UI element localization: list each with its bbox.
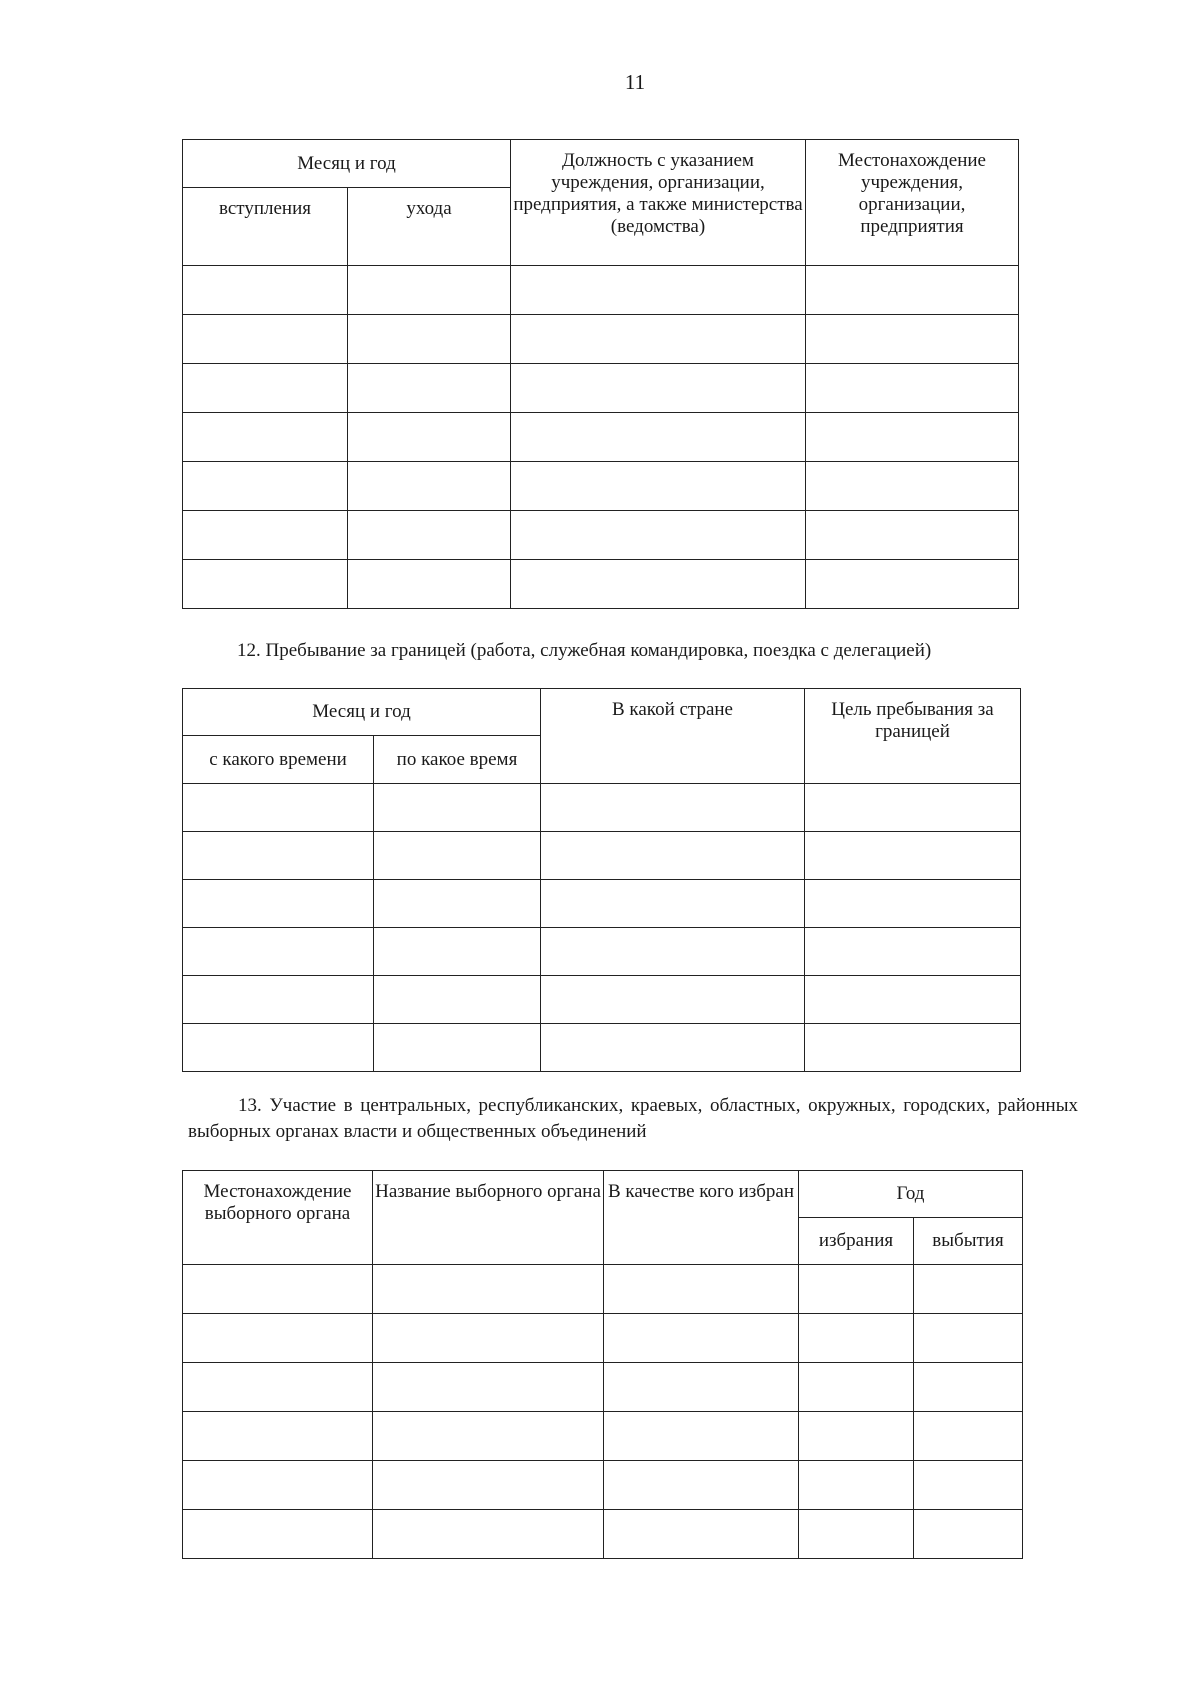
empty-cell[interactable] [511,266,806,315]
table-row [183,413,1019,462]
empty-cell[interactable] [348,315,511,364]
empty-cell[interactable] [541,880,805,928]
table-row [183,976,1021,1024]
empty-cell[interactable] [183,1314,373,1363]
body-location-header: Местонахождение выборного органа [183,1171,373,1265]
empty-cell[interactable] [374,880,541,928]
empty-cell[interactable] [799,1265,914,1314]
empty-cell[interactable] [183,880,374,928]
table-row [183,1412,1023,1461]
month-year-header: Месяц и год [183,140,511,188]
empty-cell[interactable] [373,1265,604,1314]
table-row [183,832,1021,880]
empty-cell[interactable] [374,1024,541,1072]
empty-cell[interactable] [541,832,805,880]
empty-cell[interactable] [373,1461,604,1510]
empty-cell[interactable] [183,1461,373,1510]
empty-cell[interactable] [183,1510,373,1559]
to-header: по какое время [374,736,541,784]
empty-cell[interactable] [604,1363,799,1412]
elected-bodies-table [182,1170,1023,1559]
table-row [183,1363,1023,1412]
empty-cell[interactable] [183,784,374,832]
empty-cell[interactable] [183,1412,373,1461]
table-row [183,1024,1021,1072]
from-header: с какого времени [183,736,374,784]
empty-cell[interactable] [805,784,1021,832]
empty-cell[interactable] [604,1265,799,1314]
empty-cell[interactable] [511,364,806,413]
empty-cell[interactable] [511,511,806,560]
role-header: В качестве кого избран [604,1171,799,1265]
table-row [183,364,1019,413]
empty-cell[interactable] [373,1314,604,1363]
empty-cell[interactable] [541,1024,805,1072]
empty-cell[interactable] [806,511,1019,560]
empty-cell[interactable] [799,1363,914,1412]
empty-cell[interactable] [914,1412,1023,1461]
empty-cell[interactable] [805,1024,1021,1072]
empty-cell[interactable] [183,413,348,462]
empty-cell[interactable] [806,266,1019,315]
empty-cell[interactable] [914,1510,1023,1559]
empty-cell[interactable] [806,462,1019,511]
table-row [183,784,1021,832]
empty-cell[interactable] [806,560,1019,609]
table-row [183,462,1019,511]
body-name-header: Название выборного органа [373,1171,604,1265]
empty-cell[interactable] [914,1314,1023,1363]
empty-cell[interactable] [183,364,348,413]
left-header: выбытия [914,1218,1023,1265]
empty-cell[interactable] [806,364,1019,413]
empty-cell[interactable] [805,976,1021,1024]
empty-cell[interactable] [183,1363,373,1412]
page-number: 11 [624,70,646,94]
empty-cell[interactable] [541,784,805,832]
table-row [183,511,1019,560]
empty-cell[interactable] [914,1461,1023,1510]
empty-cell[interactable] [604,1314,799,1363]
empty-cell[interactable] [183,976,374,1024]
leave-header: ухода [348,188,511,266]
table-row [183,266,1019,315]
empty-cell[interactable] [348,462,511,511]
entry-header: вступления [183,188,348,266]
table-row [183,1314,1023,1363]
empty-cell[interactable] [604,1412,799,1461]
empty-cell[interactable] [805,880,1021,928]
empty-cell[interactable] [511,462,806,511]
empty-cell[interactable] [183,511,348,560]
purpose-header: Цель пребывания за границей [805,689,1021,784]
empty-cell[interactable] [511,560,806,609]
table-row [183,928,1021,976]
country-header: В какой стране [541,689,805,784]
empty-cell[interactable] [183,266,348,315]
empty-cell[interactable] [799,1461,914,1510]
section-13-title: 13. Участие в центральных, республиканских, краевых, областных, окружных, городских, районных выборных органах власти и общественных объединений [188,1095,1078,1142]
empty-cell[interactable] [806,413,1019,462]
empty-cell[interactable] [374,832,541,880]
empty-cell[interactable] [799,1510,914,1559]
empty-cell[interactable] [183,560,348,609]
table-row [183,1461,1023,1510]
employment-table [182,139,1019,609]
year-header: Год [799,1171,1023,1218]
empty-cell[interactable] [511,315,806,364]
empty-cell[interactable] [348,560,511,609]
empty-cell[interactable] [373,1412,604,1461]
empty-cell[interactable] [183,928,374,976]
elected-header: избрания [799,1218,914,1265]
empty-cell[interactable] [348,413,511,462]
empty-cell[interactable] [373,1363,604,1412]
empty-cell[interactable] [348,266,511,315]
empty-cell[interactable] [183,462,348,511]
empty-cell[interactable] [805,928,1021,976]
table-row [183,560,1019,609]
empty-cell[interactable] [183,315,348,364]
empty-cell[interactable] [541,976,805,1024]
empty-cell[interactable] [541,928,805,976]
empty-cell[interactable] [604,1461,799,1510]
empty-cell[interactable] [183,1265,373,1314]
abroad-table [182,688,1021,1072]
empty-cell[interactable] [805,832,1021,880]
empty-cell[interactable] [348,511,511,560]
table-row [183,880,1021,928]
empty-cell[interactable] [806,315,1019,364]
empty-cell[interactable] [604,1510,799,1559]
position-header: Должность с указанием учреждения, организации, предприятия, а также министерства (ведомства) [511,140,806,266]
table-row [183,1265,1023,1314]
empty-cell[interactable] [914,1363,1023,1412]
section-12-title: 12. Пребывание за границей (работа, служебная командировка, поездка с делегацией) [237,640,932,661]
empty-cell[interactable] [914,1265,1023,1314]
location-header: Местонахождение учреждения, организации, предприятия [806,140,1019,266]
empty-cell[interactable] [373,1510,604,1559]
empty-cell[interactable] [374,928,541,976]
empty-cell[interactable] [799,1412,914,1461]
empty-cell[interactable] [799,1314,914,1363]
empty-cell[interactable] [348,364,511,413]
month-year-header: Месяц и год [183,689,541,736]
empty-cell[interactable] [183,832,374,880]
table-row [183,1510,1023,1559]
empty-cell[interactable] [511,413,806,462]
table-row [183,315,1019,364]
empty-cell[interactable] [183,1024,374,1072]
empty-cell[interactable] [374,976,541,1024]
empty-cell[interactable] [374,784,541,832]
